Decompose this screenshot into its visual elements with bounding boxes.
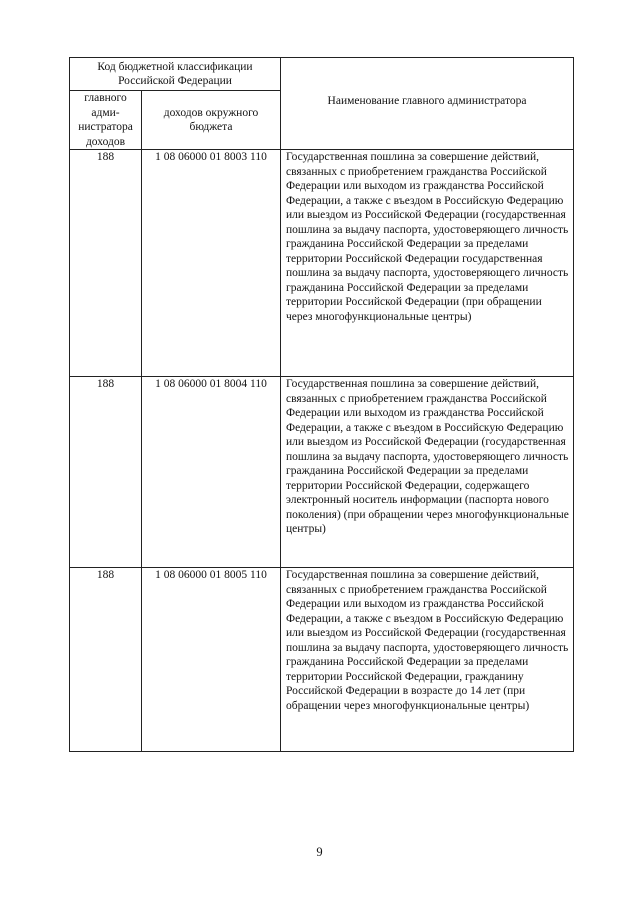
header-administrator-name: [281, 58, 574, 150]
table-row: [70, 377, 574, 568]
header-chief-administrator: главного адми-нистратора доходов: [70, 91, 142, 150]
admin-code-cell: 188: [70, 568, 142, 752]
header-district-budget-revenue: доходов окружного бюджета: [142, 91, 281, 150]
budget-code-cell: 1 08 06000 01 8004 110: [142, 377, 281, 568]
header-budget-classification-code: Код бюджетной классификации Российской Федерации: [70, 58, 281, 91]
budget-classification-table: [69, 57, 574, 752]
page-number: 9: [316, 845, 323, 859]
description-cell: Государственная пошлина за совершение действий, связанных с приобретением гражданства Российской Федерации или выходом из гражданства Российской Федерации, а также с въездом в Российскую Федерацию или выездом из Российской Федерации (государственная пошлина за выдачу паспорта, удостоверяющего личность гражданина Российской Федерации за пределами территории Российской Федерации, содержащего электронный носитель информации (паспорта нового поколения) (при обращении через многофункциональные центры): [281, 377, 574, 568]
table-row: [70, 150, 574, 377]
description-cell: Государственная пошлина за совершение действий, связанных с приобретением гражданства Российской Федерации или выходом из гражданства Российской Федерации, а также с въездом в Российскую Федерацию или выездом из Российской Федерации (государственная пошлина за выдачу паспорта, удостоверяющего личность гражданина Российской Федерации за пределами территории Российской Федерации, гражданину Российской Федерации в возрасте до 14 лет (при обращении через многофункциональные центры): [281, 568, 574, 752]
table-row: [70, 568, 574, 752]
admin-code-cell: 188: [70, 150, 142, 377]
budget-code-cell: 1 08 06000 01 8003 110: [142, 150, 281, 377]
table-header-row: [70, 58, 574, 91]
admin-code-cell: 188: [70, 377, 142, 568]
budget-code-cell: 1 08 06000 01 8005 110: [142, 568, 281, 752]
description-cell: Государственная пошлина за совершение действий, связанных с приобретением гражданства Российской Федерации или выходом из гражданства Российской Федерации, а также с въездом в Российскую Федерацию или выездом из Российской Федерации (государственная пошлина за выдачу паспорта, удостоверяющего личность гражданина Российской Федерации за пределами территории Российской Федерации государственная пошлина за выдачу паспорта, удостоверяющего личность гражданина Российской Федерации за пределами территории Российской Федерации (при обращении через многофункциональные центры): [281, 150, 574, 377]
header-administrator-name-text: Наименование главного администратора: [327, 95, 527, 108]
